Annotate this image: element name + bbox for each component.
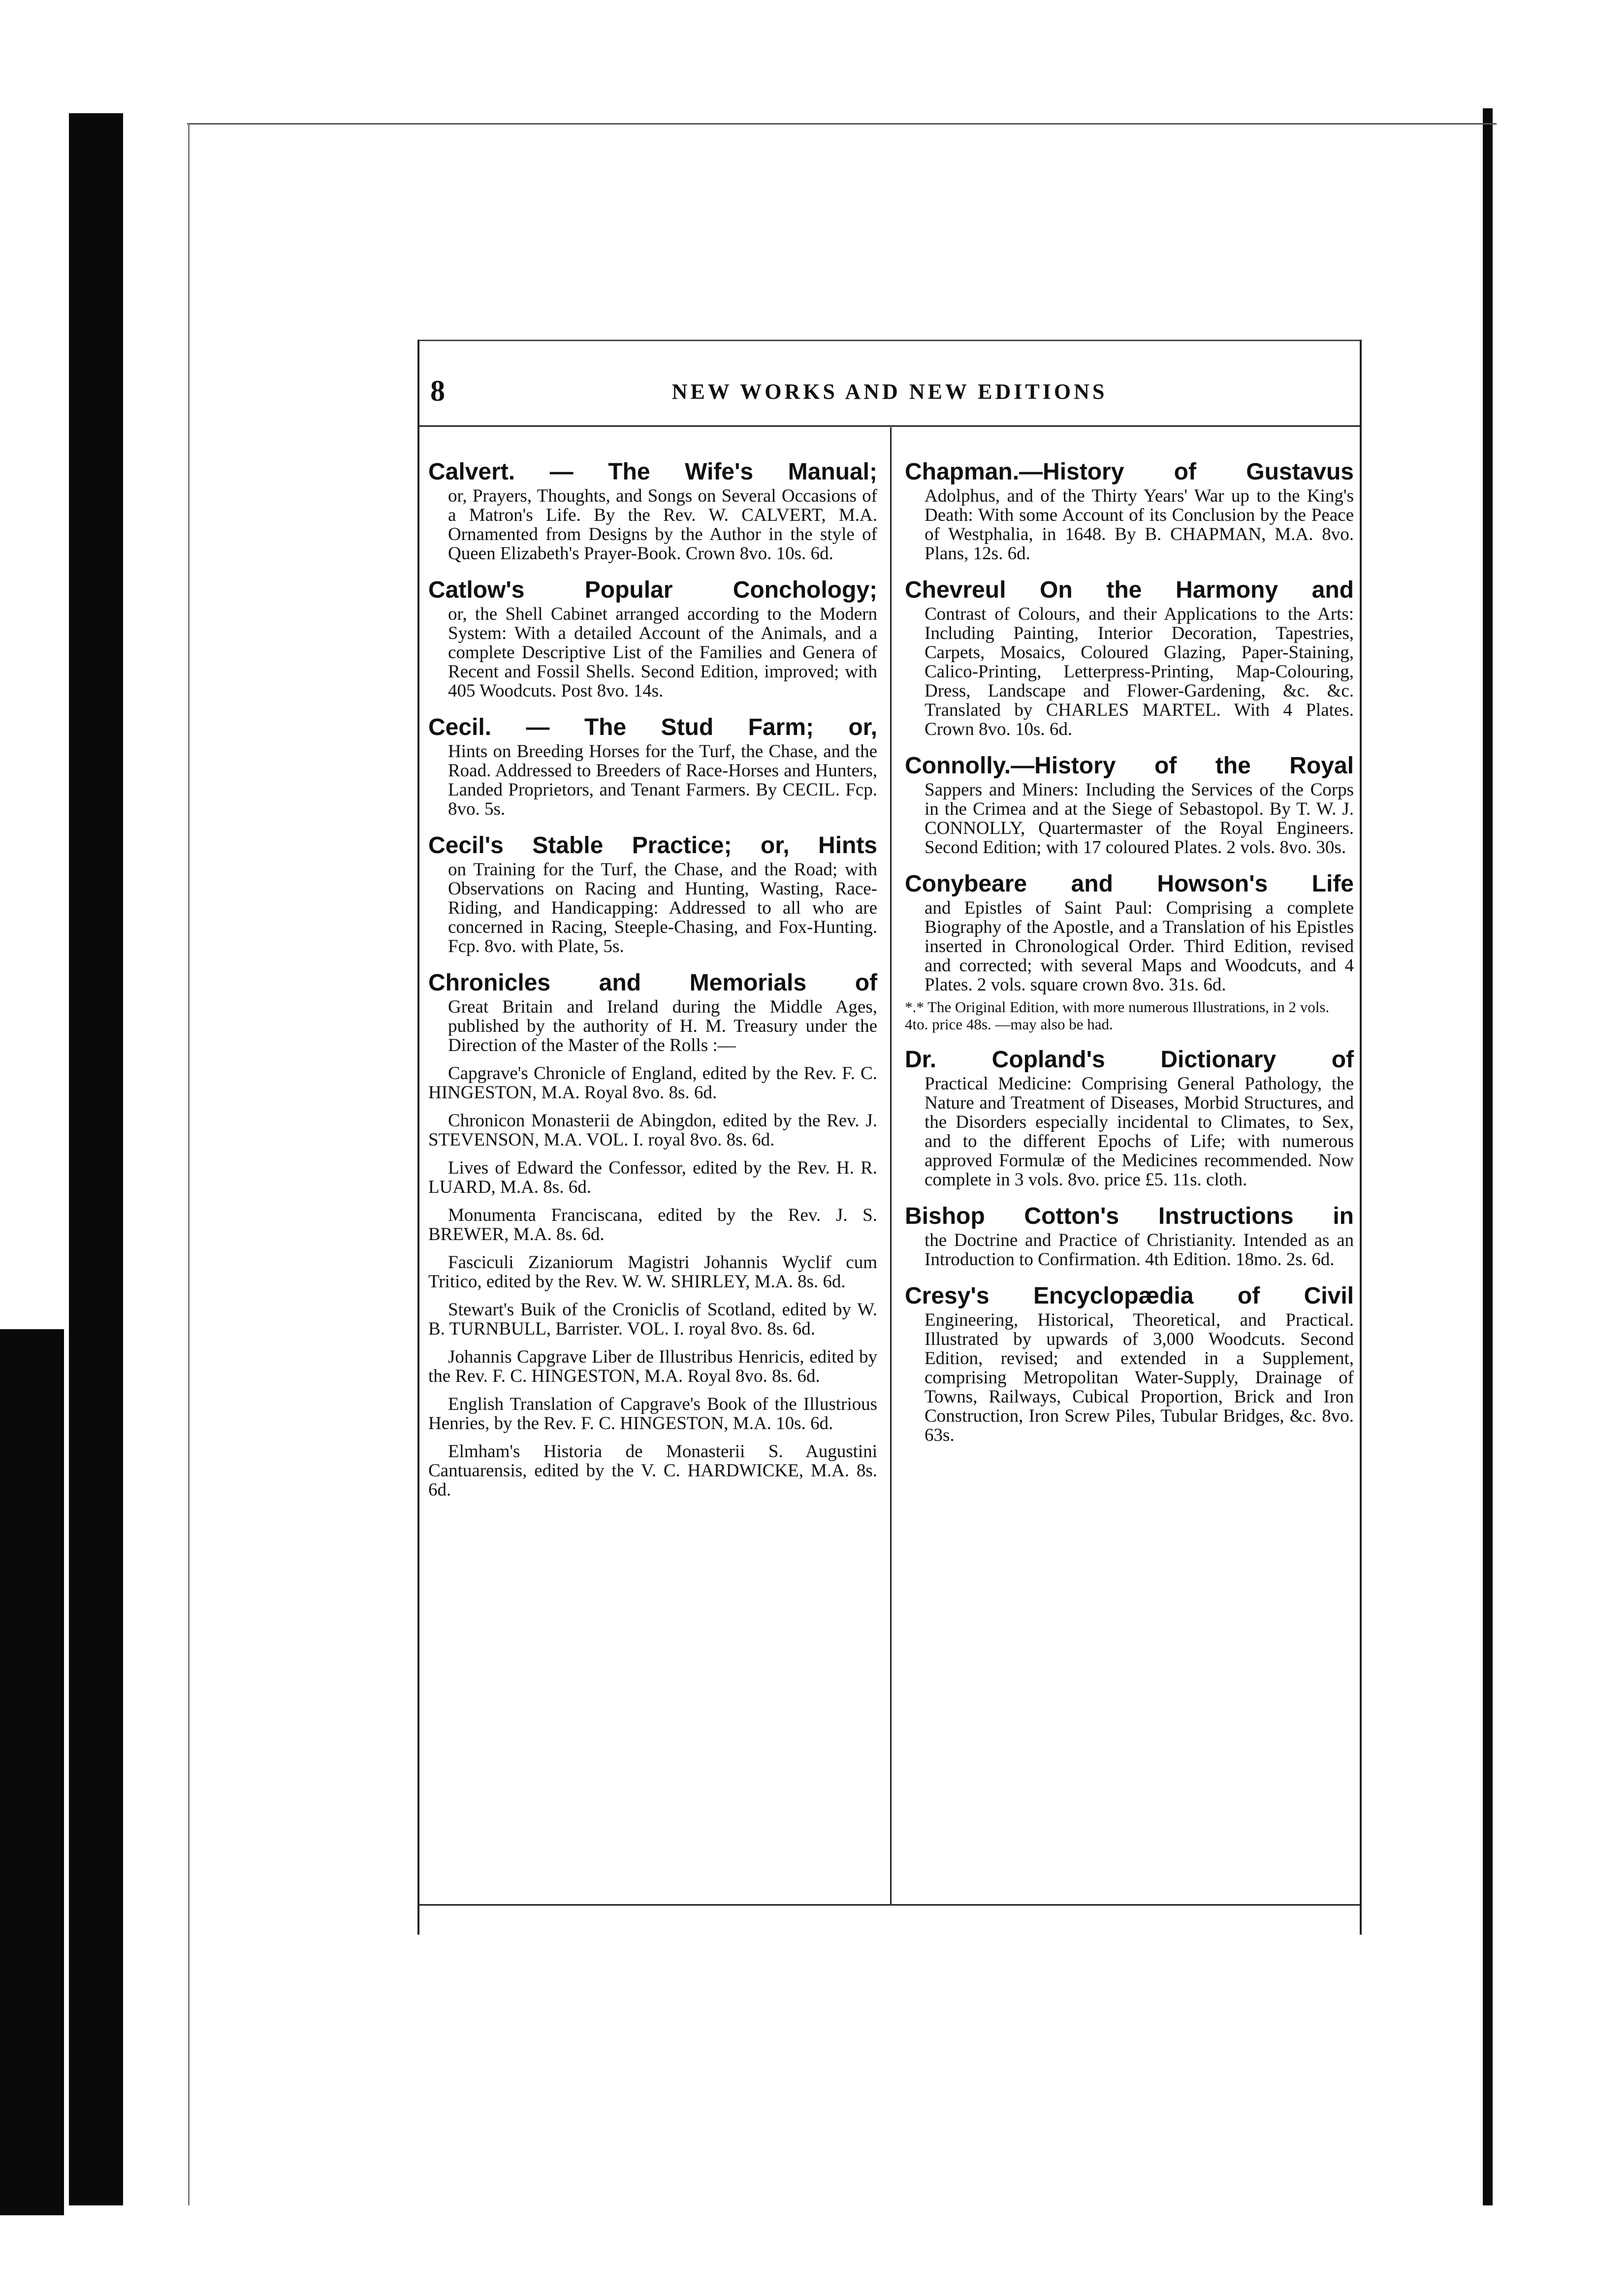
scan-right-edge [1483, 108, 1493, 2205]
entry-heading: Conybeare and Howson's Life [905, 871, 1354, 897]
scan-page-left-edge [188, 123, 190, 2205]
entry-body: Engineering, Historical, Theoretical, and Practical. Illustrated by upwards of 3,000 Woodcuts. Second Edition, revised; and extended in a Supplement, comprising Metropolitan Water-Supply, Drainage of Towns, Railways, Cubical Proportion, Brick and Iron Construction, Iron Screw Piles, Tubular Bridges, &c. 8vo. 63s. [925, 1310, 1354, 1445]
entry-note: *.* The Original Edition, with more numerous Illustrations, in 2 vols. 4to. price 48s. —may also be had. [905, 998, 1330, 1033]
entry-body: Hints on Breeding Horses for the Turf, the Chase, and the Road. Addressed to Breeders of Race-Horses and Hunters, Landed Proprietors, and Tenant Farmers. By CECIL. Fcp. 8vo. 5s. [448, 741, 877, 819]
catalog-entry-cresy [905, 1282, 1354, 1445]
chronicles-item: Capgrave's Chronicle of England, edited by the Rev. F. C. HINGESTON, M.A. Royal 8vo. 8s. 6d. [428, 1063, 877, 1103]
entry-heading: Connolly.—History of the Royal [905, 753, 1354, 779]
entry-heading: Cecil's Stable Practice; or, Hints [428, 832, 877, 859]
page-frame-top [417, 340, 1362, 341]
scan-page-top-edge [187, 123, 1497, 129]
catalog-entry-calvert [428, 458, 877, 563]
entry-heading: Dr. Copland's Dictionary of [905, 1047, 1354, 1073]
book-page [417, 340, 1362, 1935]
entry-body: Practical Medicine: Comprising General Pathology, the Nature and Treatment of Diseases, Morbid Structures, and the Disorders especially incidental to Climates, to Sex, and to the different Epochs of Life; with numerous approved Formulæ of the Medicines recommended. Now complete in 3 vols. 8vo. price £5. 11s. cloth. [925, 1074, 1354, 1190]
entry-body: the Doctrine and Practice of Christianity. Intended as an Introduction to Confirmation. 4th Edition. 18mo. 2s. 6d. [925, 1230, 1354, 1270]
running-title: NEW WORKS AND NEW EDITIONS [671, 380, 1108, 404]
chronicles-item: Chronicon Monasterii de Abingdon, edited by the Rev. J. STEVENSON, M.A. VOL. I. royal 8vo. 8s. 6d. [428, 1111, 877, 1150]
entry-body: on Training for the Turf, the Chase, and the Road; with Observations on Racing and Hunting, Wasting, Race-Riding, and Handicapping: Addressed to all who are concerned in Racing, Steeple-Chasing, and Fox-Hunting. Fcp. 8vo. with Plate, 5s. [448, 860, 877, 957]
entry-heading: Chapman.—History of Gustavus [905, 459, 1354, 485]
entry-body: Sappers and Miners: Including the Services of the Corps in the Crimea and at the Siege of Sebastopol. By T. W. J. CONNOLLY, Quartermaster of the Royal Engineers. Second Edition; with 17 coloured Plates. 2 vols. 8vo. 30s. [925, 780, 1354, 858]
footer-rule [417, 1904, 1362, 1906]
catalog-entry-cecil-stud-farm [428, 713, 877, 819]
catalog-entry-chronicles [428, 969, 877, 1499]
page-frame-left [417, 340, 419, 1935]
chronicles-item: Monumenta Franciscana, edited by the Rev. J. S. BREWER, M.A. 8s. 6d. [428, 1205, 877, 1244]
entry-body: Adolphus, and of the Thirty Years' War up to the King's Death: With some Account of its Conclusion by the Peace of Westphalia, in 1648. By B. CHAPMAN, M.A. 8vo. Plans, 12s. 6d. [925, 486, 1354, 564]
chronicles-item: Fasciculi Zizaniorum Magistri Johannis Wyclif cum Tritico, edited by the Rev. W. W. SHIRLEY, M.A. 8s. 6d. [428, 1252, 877, 1292]
right-column [905, 458, 1354, 1458]
entry-heading: Catlow's Popular Conchology; [428, 577, 877, 603]
entry-heading: Calvert. — The Wife's Manual; [428, 459, 877, 485]
page-frame-right [1360, 340, 1362, 1935]
chronicles-item: Lives of Edward the Confessor, edited by the Rev. H. R. LUARD, M.A. 8s. 6d. [428, 1158, 877, 1197]
entry-body: or, the Shell Cabinet arranged according to the Modern System: With a detailed Account of the Animals, and a complete Descriptive List of the Families and Genera of Recent and Fossil Shells. Second Edition, improved; with 405 Woodcuts. Post 8vo. 14s. [448, 604, 877, 701]
catalog-entry-catlow [428, 576, 877, 701]
entry-body: Contrast of Colours, and their Applications to the Arts: Including Painting, Interior Decoration, Tapestries, Carpets, Mosaics, Coloured Glazing, Paper-Staining, Calico-Printing, Letterpress-Printing, Map-Colouring, Dress, Landscape and Flower-Gardening, &c. &c. Translated by CHARLES MARTEL. With 4 Plates. Crown 8vo. 10s. 6d. [925, 604, 1354, 739]
scan-binding-shadow [69, 113, 123, 2205]
chronicles-item: Elmham's Historia de Monasterii S. Augustini Cantuarensis, edited by the V. C. HARDWICKE, M.A. 8s. 6d. [428, 1441, 877, 1500]
entry-heading: Cecil. — The Stud Farm; or, [428, 714, 877, 740]
left-column [428, 458, 877, 1512]
entry-heading: Chevreul On the Harmony and [905, 577, 1354, 603]
chronicles-item: Stewart's Buik of the Croniclis of Scotland, edited by W. B. TURNBULL, Barrister. VOL. I. royal 8vo. 8s. 6d. [428, 1300, 877, 1339]
chronicles-item: Johannis Capgrave Liber de Illustribus Henricis, edited by the Rev. F. C. HINGESTON, M.A. Royal 8vo. 8s. 6d. [428, 1347, 877, 1386]
header-rule [417, 425, 1362, 427]
column-divider [890, 427, 892, 1904]
entry-heading: Bishop Cotton's Instructions in [905, 1203, 1354, 1229]
catalog-entry-cotton [905, 1202, 1354, 1269]
entry-body: and Epistles of Saint Paul: Comprising a complete Biography of the Apostle, and a Translation of his Epistles inserted in Chronological Order. Third Edition, revised and corrected; with several Maps and Woodcuts, and 4 Plates. 2 vols. square crown 8vo. 31s. 6d. [925, 898, 1354, 995]
entry-heading: Cresy's Encyclopædia of Civil [905, 1283, 1354, 1309]
scan-edge-shadow [0, 1329, 64, 2215]
entry-body: or, Prayers, Thoughts, and Songs on Several Occasions of a Matron's Life. By the Rev. W. CALVERT, M.A. Ornamented from Designs by the Author in the style of Queen Elizabeth's Prayer-Book. Crown 8vo. 10s. 6d. [448, 486, 877, 564]
catalog-entry-copland [905, 1046, 1354, 1189]
catalog-entry-conybeare-howson [905, 870, 1354, 1033]
running-head [417, 374, 1362, 414]
catalog-entry-connolly [905, 752, 1354, 857]
catalog-entry-cecil-stable-practice [428, 831, 877, 956]
entry-heading: Chronicles and Memorials of [428, 970, 877, 996]
catalog-entry-chevreul [905, 576, 1354, 739]
entry-body: Great Britain and Ireland during the Middle Ages, published by the authority of H. M. Treasury under the Direction of the Master of the Rolls :— [448, 997, 877, 1055]
page-number: 8 [430, 375, 445, 407]
catalog-entry-chapman [905, 458, 1354, 563]
chronicles-item: English Translation of Capgrave's Book of the Illustrious Henries, by the Rev. F. C. HINGESTON, M.A. 10s. 6d. [428, 1394, 877, 1434]
